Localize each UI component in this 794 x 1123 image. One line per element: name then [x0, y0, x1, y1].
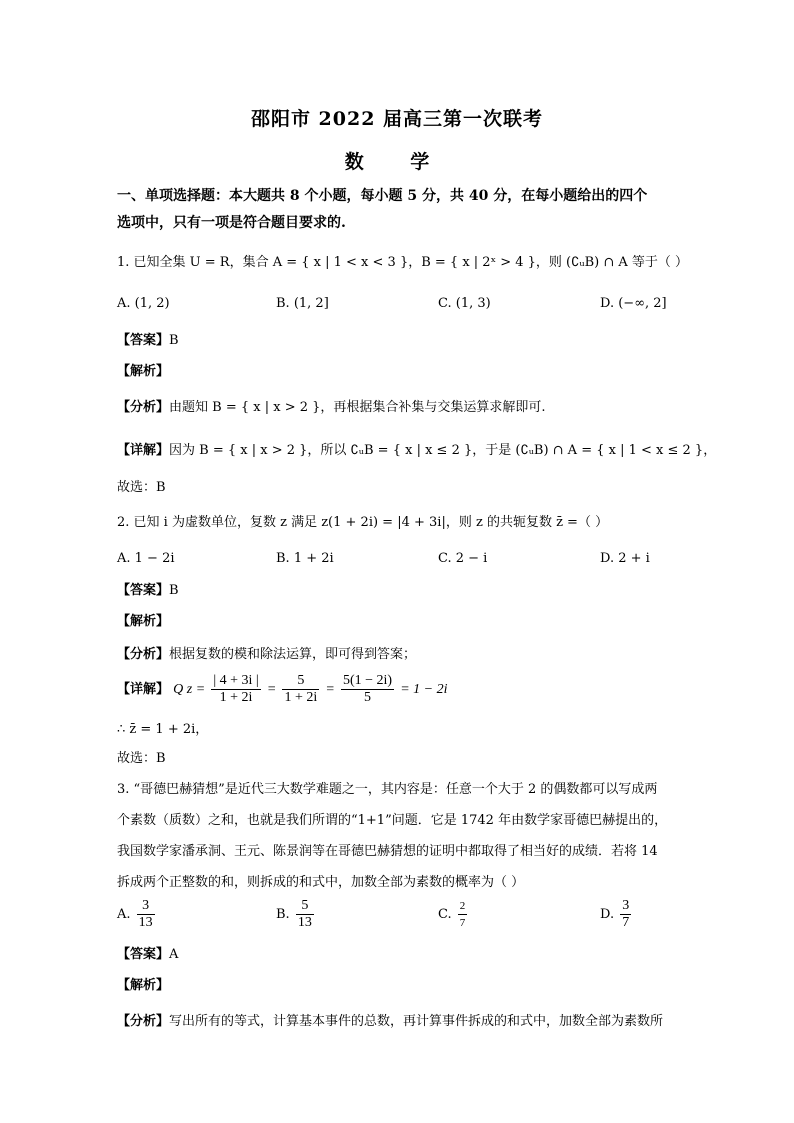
- fraction-den: 13: [297, 915, 312, 930]
- answer-tag: 【答案】: [117, 583, 170, 598]
- fenxi-tag: 【分析】: [117, 400, 170, 415]
- fenxi-text: 根据复数的模和除法运算，即可得到答案；: [169, 647, 417, 662]
- q1-conclusion: 故选：B: [117, 480, 166, 495]
- fenxi-text: 由题知 B = { x | x > 2 }，再根据集合补集与交集运算求解即可.: [169, 400, 546, 415]
- option-fraction: [137, 898, 155, 931]
- option-label: C.: [438, 907, 452, 922]
- q3-option-c[interactable]: [438, 898, 469, 931]
- fraction-3-num: 5(1 − 2i): [342, 673, 393, 688]
- q3-answer: [117, 945, 697, 965]
- fraction-num: 2: [458, 898, 468, 915]
- fraction-den: 7: [622, 915, 630, 930]
- exam-subject: 数 学: [344, 151, 450, 173]
- fenxi-tag: 【分析】: [117, 1014, 170, 1029]
- q3-stem-line1: 3. “哥德巴赫猜想”是近代三大数学难题之一，其内容是：任意一个大于 2 的偶数都可以写成两: [117, 782, 658, 797]
- q2-answer: [117, 581, 697, 601]
- q1-answer: [117, 331, 697, 351]
- q2-option-c[interactable]: C. 2 − i: [438, 551, 488, 566]
- answer-tag: 【答案】: [117, 947, 170, 962]
- q1-stem: 1. 已知全集 U = R，集合 A = { x | 1 < x < 3 }，B = { x | 2ˣ > 4 }，则 (∁ᵤB) ∩ A 等于（ ）: [117, 255, 689, 270]
- q1-option-d[interactable]: D. (−∞, 2]: [600, 296, 667, 311]
- option-label: A.: [117, 907, 131, 922]
- q2-therefore: ∴ z̄ = 1 + 2i，: [117, 722, 209, 737]
- option-fraction: [620, 898, 631, 931]
- fraction-den: 13: [138, 915, 153, 930]
- fraction-2-num: 5: [282, 673, 319, 690]
- fraction-num: 3: [622, 898, 630, 913]
- q3-fenxi: [117, 1012, 697, 1032]
- answer-value: B: [169, 583, 179, 598]
- option-label: D.: [600, 907, 615, 922]
- q3-analysis-tag: 【解析】: [117, 978, 170, 993]
- fraction-2: [282, 673, 319, 706]
- q2-fenxi: [117, 645, 697, 665]
- q3-option-a[interactable]: [117, 898, 157, 931]
- q3-option-d[interactable]: [600, 898, 633, 931]
- q1-option-b[interactable]: B. (1, 2]: [276, 296, 329, 311]
- q3-stem-line3: 我国数学家潘承洞、王元、陈景润等在哥德巴赫猜想的证明中都取得了相当好的成绩．若将 14: [117, 844, 658, 859]
- q3-option-b[interactable]: [276, 898, 316, 931]
- fraction-2-den: 1 + 2i: [284, 690, 318, 705]
- q1-detail: [117, 441, 717, 461]
- option-fraction: [458, 898, 468, 931]
- option-fraction: [296, 898, 314, 931]
- equals-sign: =: [266, 682, 277, 697]
- fenxi-text: 写出所有的等式，计算基本事件的总数，再计算事件拆成的和式中，加数全部为素数所: [169, 1014, 664, 1029]
- q2-option-a[interactable]: A. 1 − 2i: [117, 551, 175, 566]
- fraction-3: [341, 673, 394, 706]
- equals-sign: =: [325, 682, 335, 697]
- detail-tag: 【详解】: [117, 682, 170, 697]
- q2-analysis-tag: 【解析】: [117, 614, 170, 629]
- fraction-den: 7: [459, 917, 466, 929]
- answer-tag: 【答案】: [117, 333, 170, 348]
- detail-prefix: Q z =: [173, 682, 206, 697]
- q3-stem-line2: 个素数（质数）之和，也就是我们所谓的“1+1”问题．它是 1742 年由数学家哥德巴赫提出的，: [117, 813, 668, 828]
- detail-tag: 【详解】: [117, 443, 170, 458]
- section-heading: [117, 183, 697, 237]
- fenxi-tag: 【分析】: [117, 647, 170, 662]
- q2-option-b[interactable]: B. 1 + 2i: [276, 551, 334, 566]
- q1-fenxi: [117, 398, 697, 418]
- section-heading-line1: 一、单项选择题：本大题共 8 个小题，每小题 5 分，共 40 分，在每小题给出的四个: [117, 188, 648, 204]
- section-heading-line2: 选项中，只有一项是符合题目要求的.: [117, 215, 346, 231]
- answer-value: B: [169, 333, 179, 348]
- fraction-1-num: | 4 + 3i |: [213, 673, 259, 688]
- q2-option-d[interactable]: D. 2 + i: [600, 551, 650, 566]
- answer-value: A: [169, 947, 179, 962]
- q2-detail: [117, 671, 697, 709]
- q1-option-a[interactable]: A. (1, 2): [117, 296, 170, 311]
- exam-title: 邵阳市 2022 届高三第一次联考: [250, 108, 544, 130]
- fraction-3-den: 5: [364, 690, 372, 705]
- q2-conclusion: 故选：B: [117, 751, 166, 766]
- fraction-num: 5: [296, 898, 314, 915]
- detail-text: 因为 B = { x | x > 2 }，所以 ∁ᵤB = { x | x ≤ 2 }，于是 (∁ᵤB) ∩ A = { x | 1 < x ≤ 2 }，: [169, 443, 717, 458]
- fraction-1-den: 1 + 2i: [219, 690, 253, 705]
- q2-stem: 2. 已知 i 为虚数单位，复数 z 满足 z(1 + 2i) = |4 + 3i|，则 z 的共轭复数 z̄ =（ ）: [117, 515, 609, 530]
- detail-suffix: = 1 − 2i: [400, 682, 448, 697]
- q1-analysis-tag: 【解析】: [117, 364, 170, 379]
- fraction-num: 3: [137, 898, 155, 915]
- q3-stem-line4: 拆成两个正整数的和，则拆成的和式中，加数全部为素数的概率为（ ）: [117, 875, 525, 890]
- fraction-1: [211, 673, 260, 706]
- q1-option-c[interactable]: C. (1, 3): [438, 296, 491, 311]
- option-label: B.: [276, 907, 290, 922]
